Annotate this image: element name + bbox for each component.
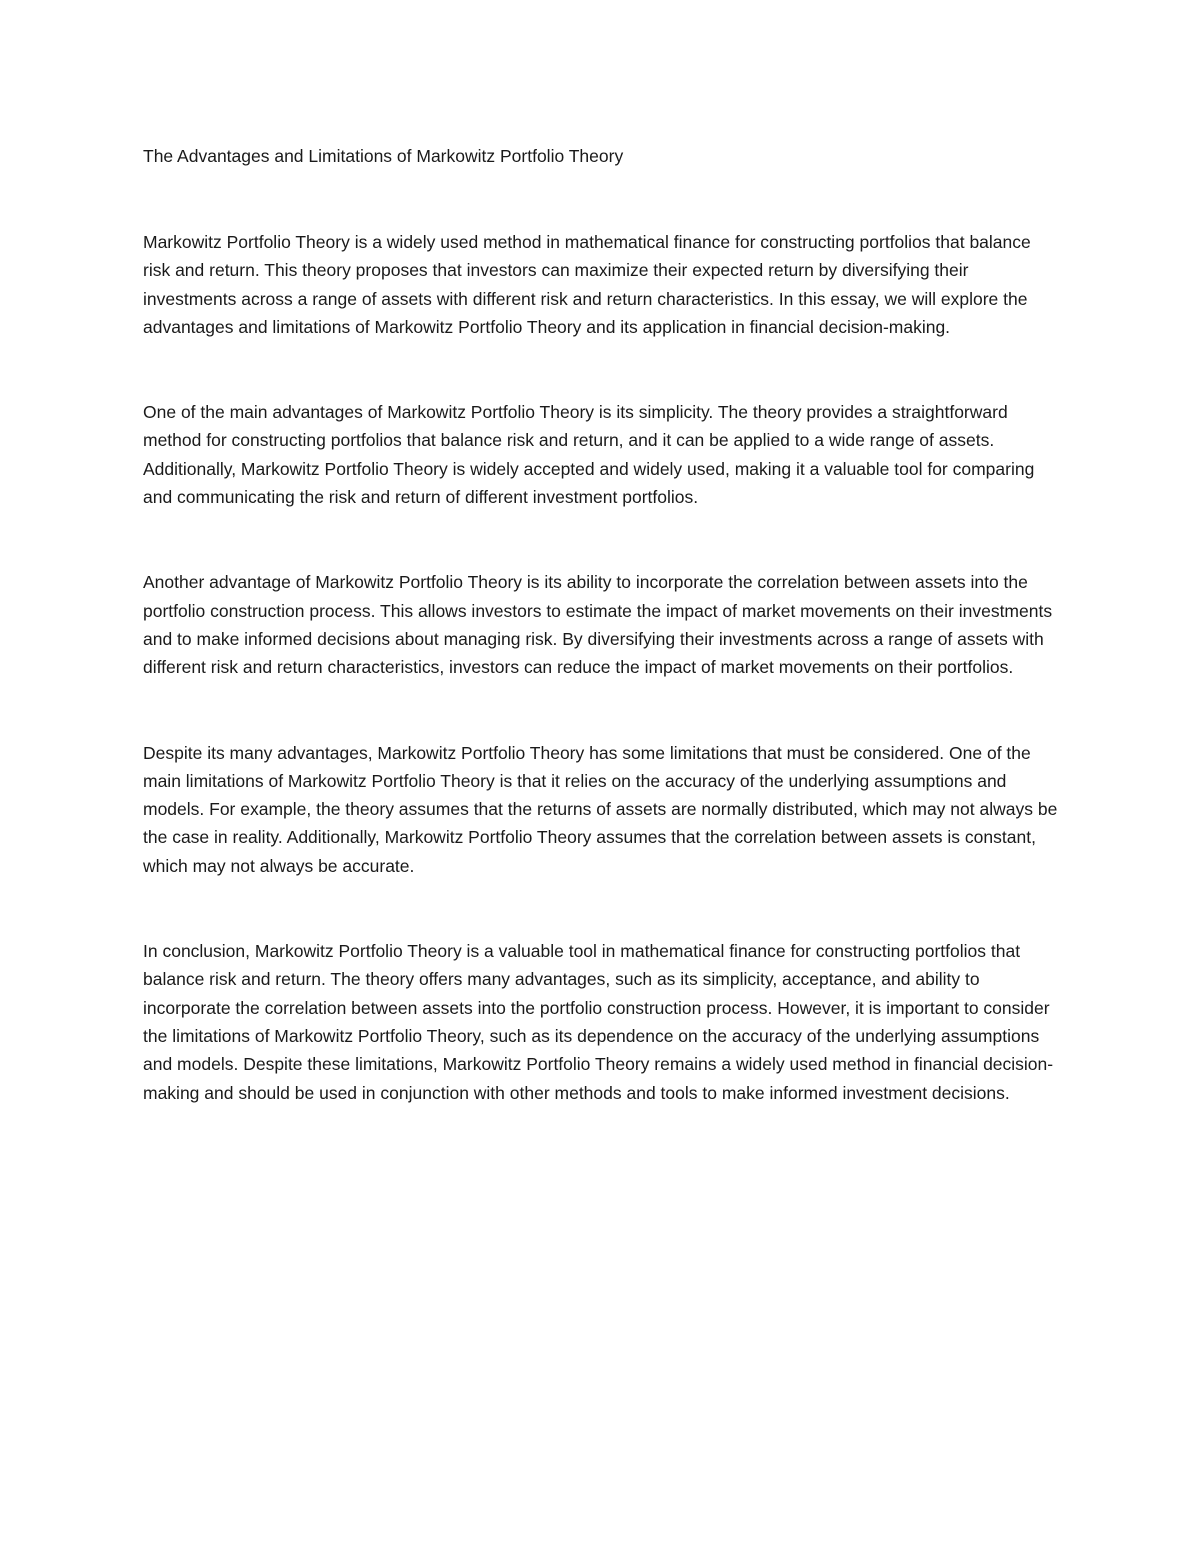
document-body — [143, 142, 1058, 1107]
paragraph-simplicity-advantage: One of the main advantages of Markowitz Portfolio Theory is its simplicity. The theory provides a straightforward method for constructing portfolios that balance risk and return, and it can be applied to a wide range of assets. Additionally, Markowitz Portfolio Theory is widely accepted and widely used, making it a valuable tool for comparing and communicating the risk and return of different investment portfolios. — [143, 402, 1035, 508]
paragraph-limitations: Despite its many advantages, Markowitz Portfolio Theory has some limitations that must be considered. One of the main limitations of Markowitz Portfolio Theory is that it relies on the accuracy of the underlying assumptions and models. For example, the theory assumes that the returns of assets are normally distributed, which may not always be the case in reality. Additionally, Markowitz Portfolio Theory assumes that the correlation between assets is constant, which may not always be accurate. — [143, 742, 1058, 876]
paragraph-conclusion: In conclusion, Markowitz Portfolio Theory is a valuable tool in mathematical finance for constructing portfolios that balance risk and return. The theory offers many advantages, such as its simplicity, acceptance, and ability to incorporate the correlation between assets into the portfolio construction process. However, it is important to consider the limitations of Markowitz Portfolio Theory, such as its dependence on the accuracy of the underlying assumptions and models. Despite these limitations, Markowitz Portfolio Theory remains a widely used method in financial decision-making and should be used in conjunction with other methods and tools to make informed investment decisions. — [143, 941, 1054, 1103]
paragraph-correlation-advantage: Another advantage of Markowitz Portfolio Theory is its ability to incorporate the correlation between assets into the portfolio construction process. This allows investors to estimate the impact of market movements on their investments and to make informed decisions about managing risk. By diversifying their investments across a range of assets with different risk and return characteristics, investors can reduce the impact of market movements on their portfolios. — [143, 572, 1053, 678]
document-title: The Advantages and Limitations of Markowitz Portfolio Theory — [143, 146, 624, 166]
paragraph-introduction: Markowitz Portfolio Theory is a widely used method in mathematical finance for constructing portfolios that balance risk and return. This theory proposes that investors can maximize their expected return by diversifying their investments across a range of assets with different risk and return characteristics. In this essay, we will explore the advantages and limitations of Markowitz Portfolio Theory and its application in financial decision-making. — [143, 232, 1031, 337]
